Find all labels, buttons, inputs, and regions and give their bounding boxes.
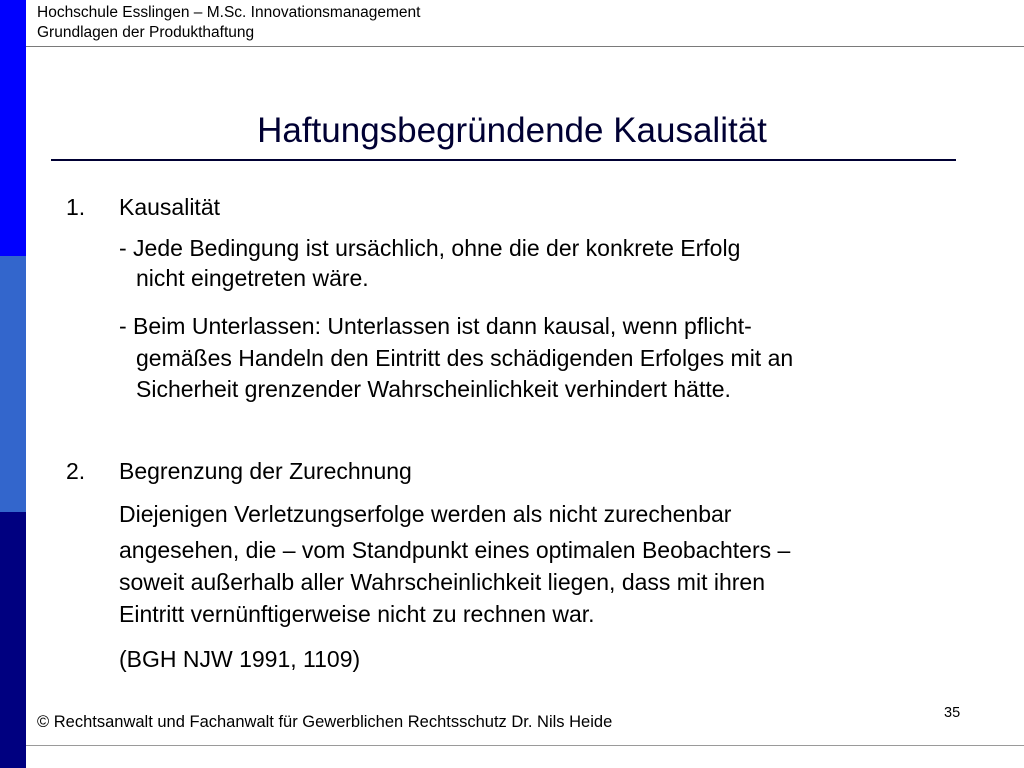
section-1-bullet-2-line-1: - Beim Unterlassen: Unterlassen ist dann kausal, wenn pflicht- bbox=[119, 313, 752, 339]
footer-divider bbox=[26, 745, 1024, 746]
header-institution: Hochschule Esslingen – M.Sc. Innovationsmanagement bbox=[37, 4, 421, 21]
section-2-paragraph-line-2: angesehen, die – vom Standpunkt eines optimalen Beobachters – bbox=[119, 537, 791, 563]
section-1-bullet-1-line-2: nicht eingetreten wäre. bbox=[136, 265, 369, 291]
section-2-paragraph-line-1: Diejenigen Verletzungserfolge werden als nicht zurechenbar bbox=[119, 501, 732, 527]
footer-copyright: © Rechtsanwalt und Fachanwalt für Gewerblichen Rechtsschutz Dr. Nils Heide bbox=[37, 713, 613, 731]
section-2-citation: (BGH NJW 1991, 1109) bbox=[119, 646, 361, 672]
section-1-number: 1. bbox=[66, 194, 86, 220]
section-1-bullet-2-line-3: Sicherheit grenzender Wahrscheinlichkeit verhindert hätte. bbox=[136, 376, 731, 402]
page-number: 35 bbox=[944, 705, 961, 721]
section-1-heading: Kausalität bbox=[119, 194, 221, 220]
slide-title: Haftungsbegründende Kausalität bbox=[257, 111, 767, 150]
section-2-number: 2. bbox=[66, 458, 86, 484]
section-2-heading: Begrenzung der Zurechnung bbox=[119, 458, 412, 484]
section-1-bullet-2-line-2: gemäßes Handeln den Eintritt des schädigenden Erfolges mit an bbox=[136, 345, 794, 371]
section-2-paragraph-line-4: Eintritt vernünftigerweise nicht zu rechnen war. bbox=[119, 601, 595, 627]
header-course: Grundlagen der Produkthaftung bbox=[37, 24, 255, 41]
section-1-bullet-1-line-1: - Jede Bedingung ist ursächlich, ohne die der konkrete Erfolg bbox=[119, 235, 741, 261]
section-2-paragraph-line-3: soweit außerhalb aller Wahrscheinlichkeit liegen, dass mit ihren bbox=[119, 569, 765, 595]
